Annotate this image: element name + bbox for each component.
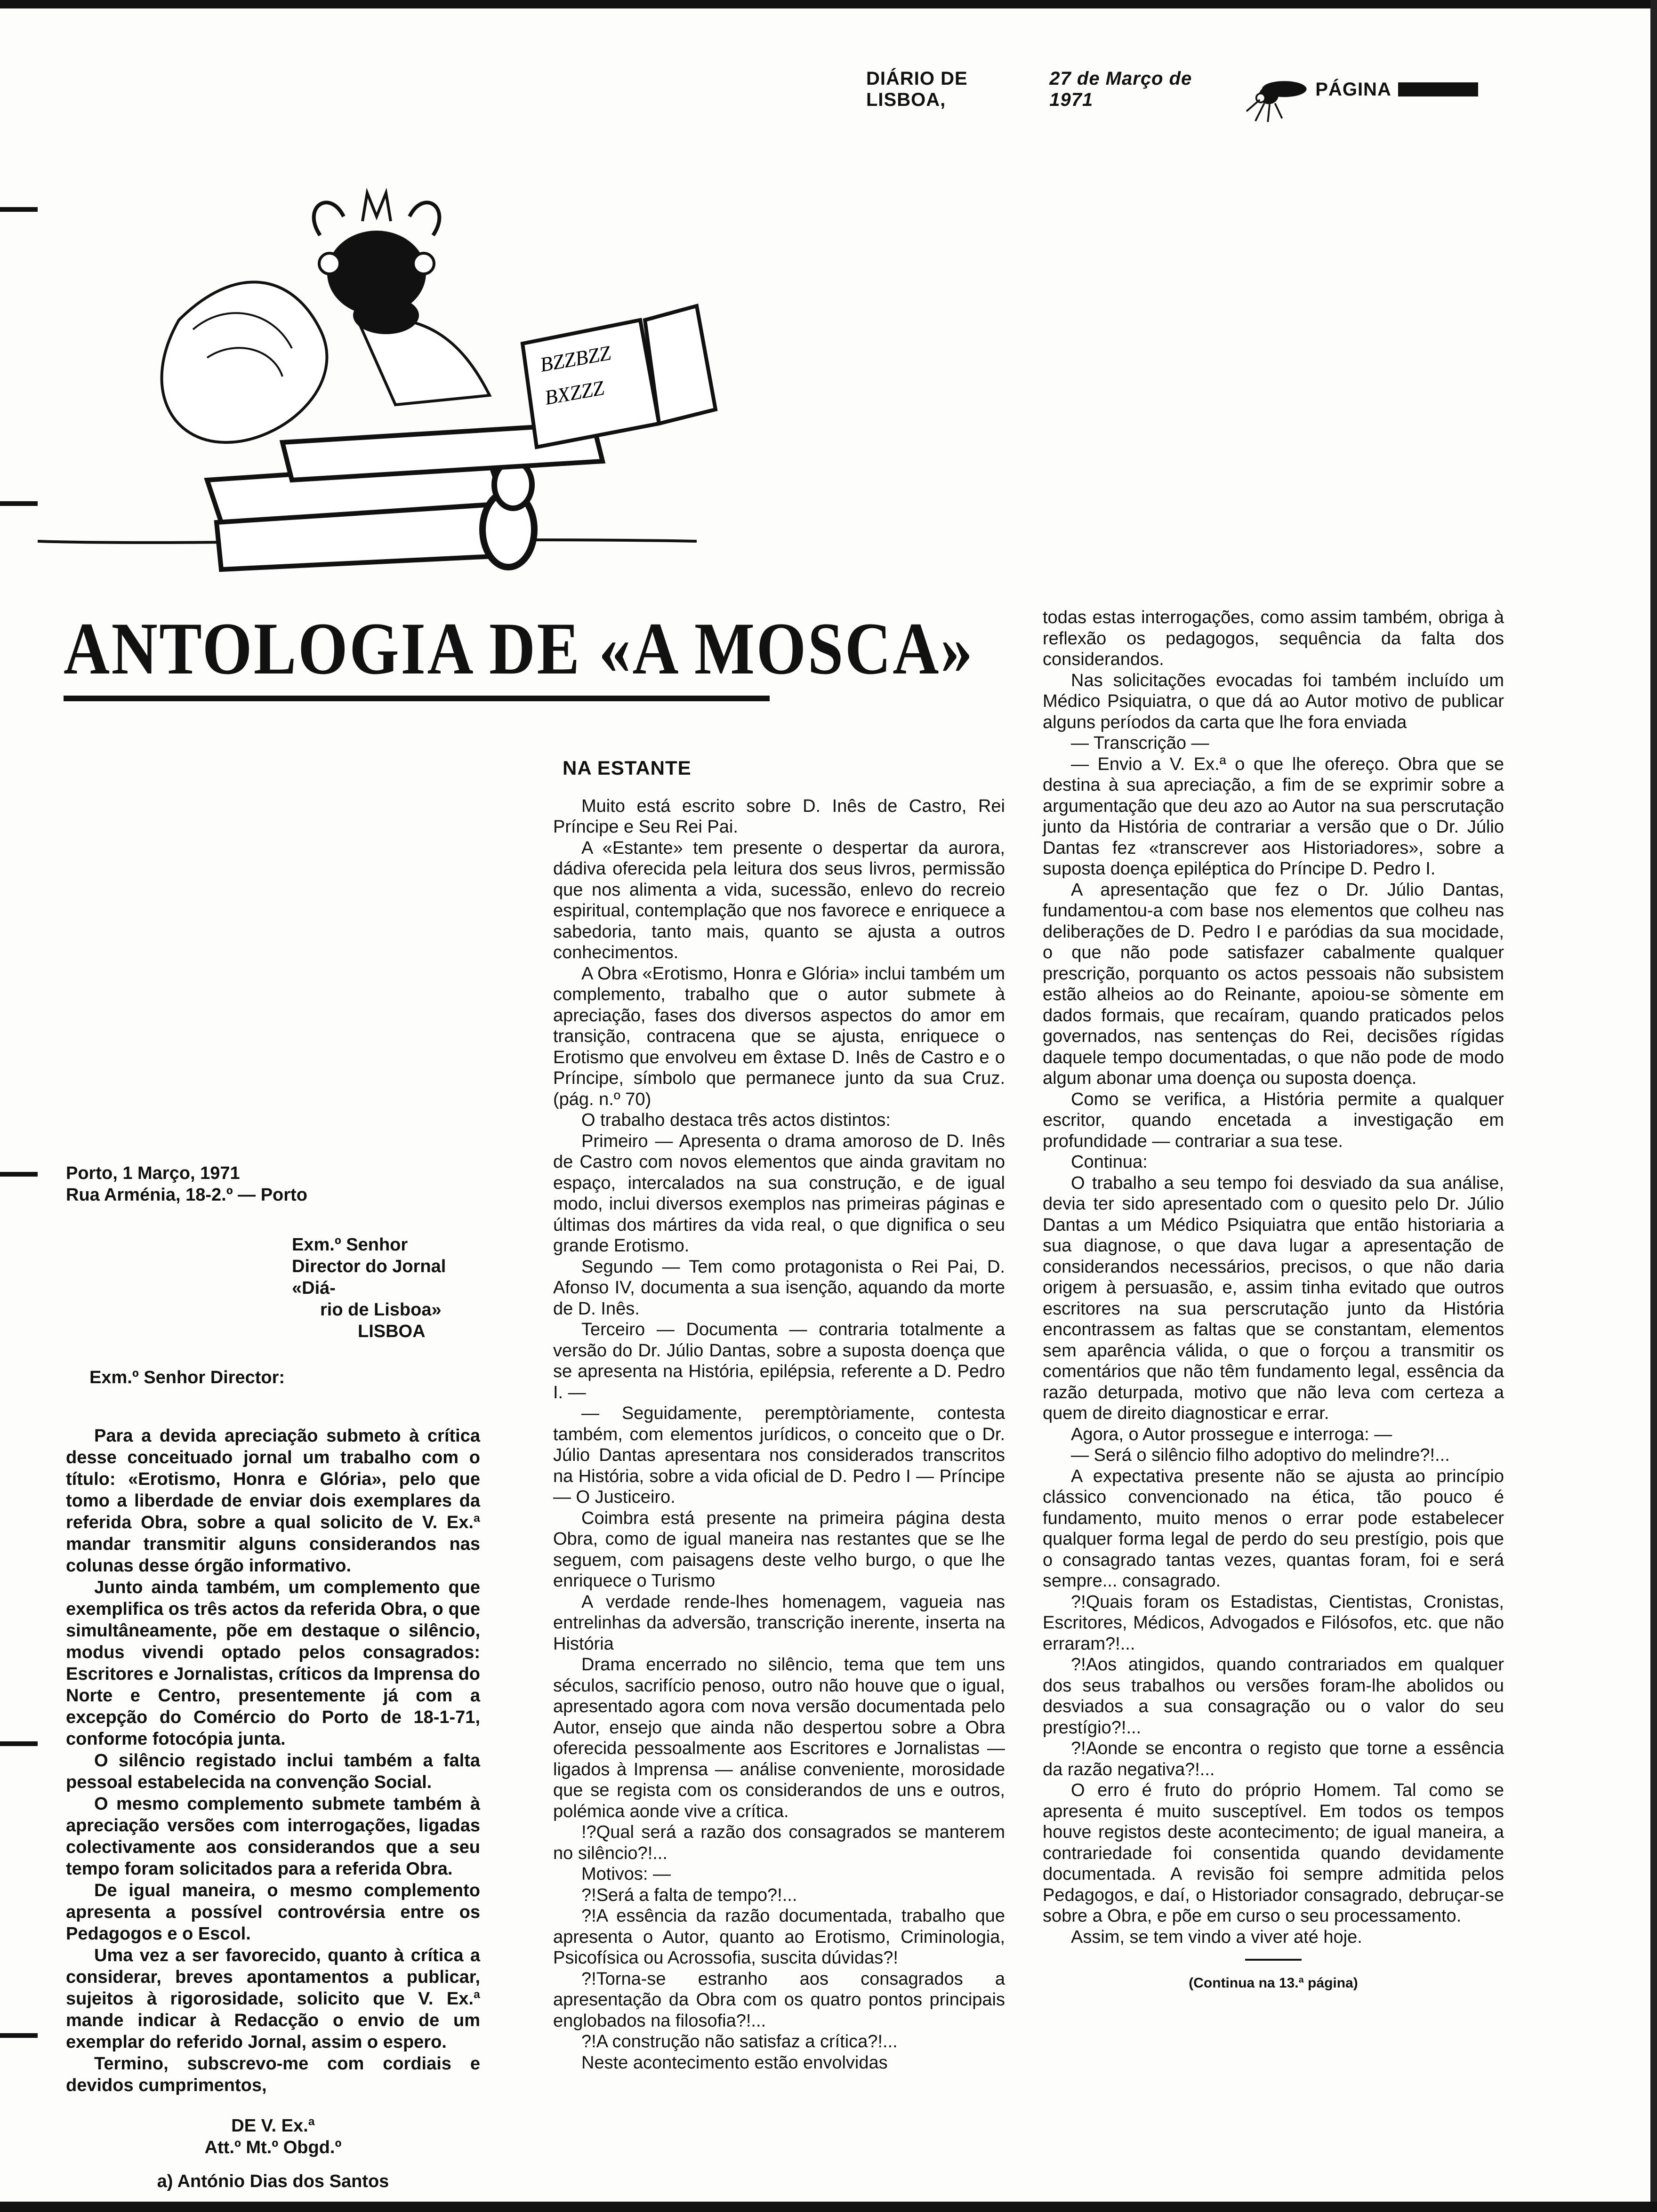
letter-place-date: Porto, 1 Março, 1971 (66, 1163, 240, 1183)
addressee-line: LISBOA (358, 1322, 426, 1341)
margin-tick (0, 501, 38, 506)
margin-tick (0, 207, 38, 212)
article-paragraph: Motivos: — (581, 1864, 671, 1884)
fly-reading-illustration (38, 179, 800, 602)
article-title: ANTOLOGIA DE «A MOSCA» (64, 608, 974, 690)
article-paragraph: Como se verifica, a História permite a qualquer escritor, quando encetada a investigação em profundidade — contrariar a sua tese. (1043, 1089, 1504, 1151)
signoff-line: Att.º Mt.º Obgd.º (204, 2138, 342, 2157)
article-paragraph: Agora, o Autor prossegue e interroga: — (1071, 1424, 1392, 1444)
article-paragraph: Segundo — Tem como protagonista o Rei Pai, D. Afonso IV, documenta a sua isenção, aquando da morte de D. Inês. (553, 1257, 1005, 1319)
letter-paragraph: De igual maneira, o mesmo complemento apresenta a possível controvérsia entre os Pedagogos e o Escol. (66, 1881, 480, 1944)
article-paragraph: A «Estante» tem presente o despertar da aurora, dádiva oferecida pela leitura dos seus livros, permissão que nos alimenta a vida, sucessão, enlevo do recreio espiritual, contemplação que nos favorece e enriquece a sabedoria, tanto mais, quanto se ajusta a outros conhecimentos. (553, 838, 1005, 962)
article-paragraph: ?!A construção não satisfaz a crítica?!... (581, 2032, 898, 2052)
letter-paragraph: Termino, subscrevo-me com cordiais e devidos cumprimentos, (66, 2054, 480, 2095)
letter-address: Rua Arménia, 18-2.º — Porto (66, 1185, 307, 1205)
letter-signoff (66, 2115, 480, 2158)
article-paragraph: A Obra «Erotismo, Honra e Glória» inclui também um complemento, trabalho que o autor submete à apreciação, fases dos diversos aspectos do amor em transição, contracena que se ajusta, enriquece o Erotismo que envolveu em êxtase D. Inês de Castro e o Príncipe, símbolo que permanece junto da sua Cruz. (pág. n.º 70) (553, 963, 1005, 1109)
article-paragraph: Drama encerrado no silêncio, tema que tem uns séculos, sacrifício penoso, outro não houve que o igual, apresentado agora com nova versão documentada pelo Autor, ensejo que ainda não despertou sobre a Obra oferecida pessoalmente aos Escritores e Jornalistas — ligados à Imprensa — análise conveniente, morosidade que se regista com os considerandos de uns e outros, polémica aonde vive a crítica. (553, 1655, 1005, 1821)
article-paragraph: Nas solicitações evocadas foi também incluído um Médico Psiquiatra, o que dá ao Autor motivo de publicar alguns períodos da carta que lhe fora enviada (1043, 670, 1504, 732)
article-paragraph: Continua: (1071, 1152, 1148, 1172)
letter-paragraph: Uma vez a ser favorecido, quanto à crítica a considerar, breves apontamentos a publicar, sujeitos à rigorosidade, solicito que V. Ex.ª mande indicar à Redacção o envio de um exemplar do referido Jornal, assim o espero. (66, 1946, 480, 2052)
article-right-column (1043, 607, 1504, 1994)
letter-salutation: Exm.º Senhor Director: (89, 1368, 285, 1387)
margin-tick (0, 1172, 38, 1177)
letter-paragraph: Junto ainda também, um complemento que exemplifica os três actos da referida Obra, o que simultâneamente, põe em destaque o silêncio, modus vivendi optado pelos consagrados: Escritores e Jornalistas, críticos da Imprensa do Norte e Centro, presentemente já com a excepção do Comércio do Porto de 18-1-71, conforme fotocópia junta. (66, 1578, 480, 1749)
article-paragraph: ?!Torna-se estranho aos consagrados a apresentação da Obra com os quatro pontos principais englobados na filosofia?!... (553, 1969, 1005, 2031)
article-paragraph: A expectativa presente não se ajusta ao princípio clássico convencionado na ética, tão pouco é fundamento, muito menos o errar pode estabelecer qualquer forma legal de perdo do seu prestígio, pois que o consagrado tantas vezes, quantas foram, foi e será sempre... consagrado. (1043, 1466, 1504, 1591)
article-paragraph: — Transcrição — (1071, 733, 1209, 753)
letter-addressee (292, 1234, 480, 1342)
margin-tick (0, 1741, 38, 1746)
publication-date: 27 de Março de 1971 (1049, 68, 1192, 110)
page-number-redacted (1398, 82, 1478, 96)
continued-note: (Continua na 13.ª página) (1189, 1975, 1358, 1991)
article-paragraph: Assim, se tem vindo a viver até hoje. (1071, 1927, 1362, 1947)
article-paragraph: Neste acontecimento estão envolvidas (581, 2052, 888, 2073)
end-rule (1245, 1959, 1302, 1961)
section-heading: NA ESTANTE (563, 757, 692, 779)
scan-edge-top (0, 0, 1657, 8)
scan-edge-bottom (0, 2202, 1657, 2212)
addressee-line: Exm.º Senhor (292, 1235, 408, 1255)
article-paragraph: Muito está escrito sobre D. Inês de Castro, Rei Príncipe e Seu Rei Pai. (553, 796, 1005, 837)
letter-signature: a) António Dias dos Santos (157, 2172, 389, 2191)
article-paragraph: O trabalho a seu tempo foi desviado da sua análise, devia ter sido apresentado com o quesito pelo Dr. Júlio Dantas a um Médico Psiquiatra que então historiaria a sua diagnose, o que dava lugar a apresentação de considerandos necessários, precisos, o que não daria origem à persuasão, e, assim tinha evitado que outros escritores na sua perscrutação junto da História encontrassem as faltas que se constantam, elementos sem aparência válida, o que o forçou a transmitir os comentários que não têm fundamento legal, essência da razão deturpada, motivo que não leva com certeza a quem de direito diagnosticar e errar. (1043, 1173, 1504, 1423)
article-paragraph: A verdade rende-lhes homenagem, vagueia nas entrelinhas da adversão, transcrição inerente, inserta na História (553, 1592, 1005, 1654)
letter-body (66, 1425, 480, 2096)
letter-paragraph: Para a devida apreciação submeto à crítica desse conceituado jornal um trabalho com o título: «Erotismo, Honra e Glória», pelo que tomo a liberdade de enviar dois exemplares da referida Obra, sobre a qual solicito de V. Ex.ª mandar transmitir alguns considerandos nas colunas desse órgão informativo. (66, 1426, 480, 1576)
margin-tick (0, 2033, 38, 2038)
article-paragraph: ?!Aos atingidos, quando contrariados em qualquer dos seus trabalhos ou versões foram-lhe abolidos ou desviados a sua consagração ou o valor do seu prestígio?!... (1043, 1655, 1504, 1738)
book-text-line1: BZZBZZ (538, 341, 613, 377)
article-paragraph: O erro é fruto do próprio Homem. Tal como se apresenta é muito susceptível. Em todos os tempos houve registos deste acontecimento; de igual maneira, a contrariedade foi consentida quando devidamente documentada. A revisão foi sempre admitida pelos Pedagogos, e daí, o Historiador consagrado, debruçar-se sobre a Obra, e põe em curso o seu processamento. (1043, 1780, 1504, 1926)
article-paragraph: — Seguidamente, peremptòriamente, contesta também, com elementos jurídicos, o conceito que o Dr. Júlio Dantas apresentara nos considerados transcritos na História, sobre a vida oficial de D. Pedro I — Príncipe — O Justiceiro. (553, 1403, 1005, 1507)
page-label: PÁGINA (1315, 79, 1392, 100)
article-paragraph: ?!A essência da razão documentada, trabalho que apresenta o Autor, quanto ao Erotismo, Criminologia, Psicofísica ou Acrossofia, suscita dúvidas?! (553, 1906, 1005, 1968)
article-paragraph: — Será o silêncio filho adoptivo do melindre?!... (1071, 1445, 1450, 1465)
page-header (866, 68, 1478, 110)
article-paragraph: !?Qual será a razão dos consagrados se manterem no silêncio?!... (553, 1822, 1005, 1863)
signoff-line: DE V. Ex.ª (231, 2116, 315, 2136)
article-paragraph: ?!Aonde se encontra o registo que torne a essência da razão negativa?!... (1043, 1739, 1504, 1779)
book-text-line2: BXZZZ (543, 376, 606, 409)
letter-paragraph: O mesmo complemento submete também à apreciação versões com interrogações, ligadas colectivamente aos considerandos que a seu tempo foram solicitados para a referida Obra. (66, 1794, 480, 1879)
article-paragraph: ?!Quais foram os Estadistas, Cientistas, Cronistas, Escritores, Médicos, Advogados e Filósofos, etc. que não erraram?!... (1043, 1592, 1504, 1654)
article-paragraph: A apresentação que fez o Dr. Júlio Dantas, fundamentou-a com base nos elementos que colheu nas deliberações de D. Pedro I e paródias da sua mocidade, o que não pode satisfazer cabalmente qualquer prescrição, porquanto os actos pessoais não subsistem estão alheios ao do Reinante, apoiou-se sòmente em dados formais, que recaíram, quando praticados pelos governados, nas sentenças do Rei, decisões rígidas daquele tempo documentadas, o que não pode de modo algum abonar uma doença ou suposta doença. (1043, 880, 1504, 1088)
article-paragraph: Terceiro — Documenta — contraria totalmente a versão do Dr. Júlio Dantas, sobre a suposta doença que se apresenta na História, epilépsia, referente a D. Pedro I. — (553, 1320, 1005, 1403)
article-paragraph: O trabalho destaca três actos distintos: (581, 1110, 891, 1130)
article-middle-column (553, 758, 1005, 2073)
addressee-line: Director do Jornal «Diá- (292, 1257, 446, 1298)
letter-column (66, 1162, 480, 2192)
title-underline (64, 696, 770, 701)
fly-icon (1238, 71, 1309, 127)
publication-name: DIÁRIO DE LISBOA, (866, 68, 968, 110)
article-paragraph: Primeiro — Apresenta o drama amoroso de D. Inês de Castro com novos elementos que ainda gravitam no espaço, intercalados na sua construção, e de igual modo, inclui diversos exemplos nas primeiras páginas e últimas dos mártires da vida real, o que dignifica o seu grande Erotismo. (553, 1131, 1005, 1256)
article-paragraph: ?!Será a falta de tempo?!... (581, 1885, 797, 1905)
scan-edge-right (1650, 0, 1657, 2212)
letter-paragraph: O silêncio registado inclui também a falta pessoal estabelecida na convenção Social. (66, 1751, 480, 1792)
article-paragraph: Coimbra está presente na primeira página desta Obra, como de igual maneira nas restantes que se lhe seguem, com paisagens deste velho burgo, o que lhe enriquece o Turismo (553, 1508, 1005, 1591)
article-paragraph: todas estas interrogações, como assim também, obriga à reflexão os pedagogos, sequência da falta dos considerandos. (1043, 608, 1504, 669)
article-paragraph: — Envio a V. Ex.ª o que lhe ofereço. Obra que se destina à sua apreciação, a fim de se exprimir sobre a argumentação que deu azo ao Autor na sua perscrutação junto da História de contrariar a versão que o Dr. Júlio Dantas fez «transcrever aos Historiadores», sobre a suposta doença epiléptica do Príncipe D. Pedro I. (1043, 754, 1504, 879)
addressee-line: rio de Lisboa» (320, 1300, 442, 1320)
